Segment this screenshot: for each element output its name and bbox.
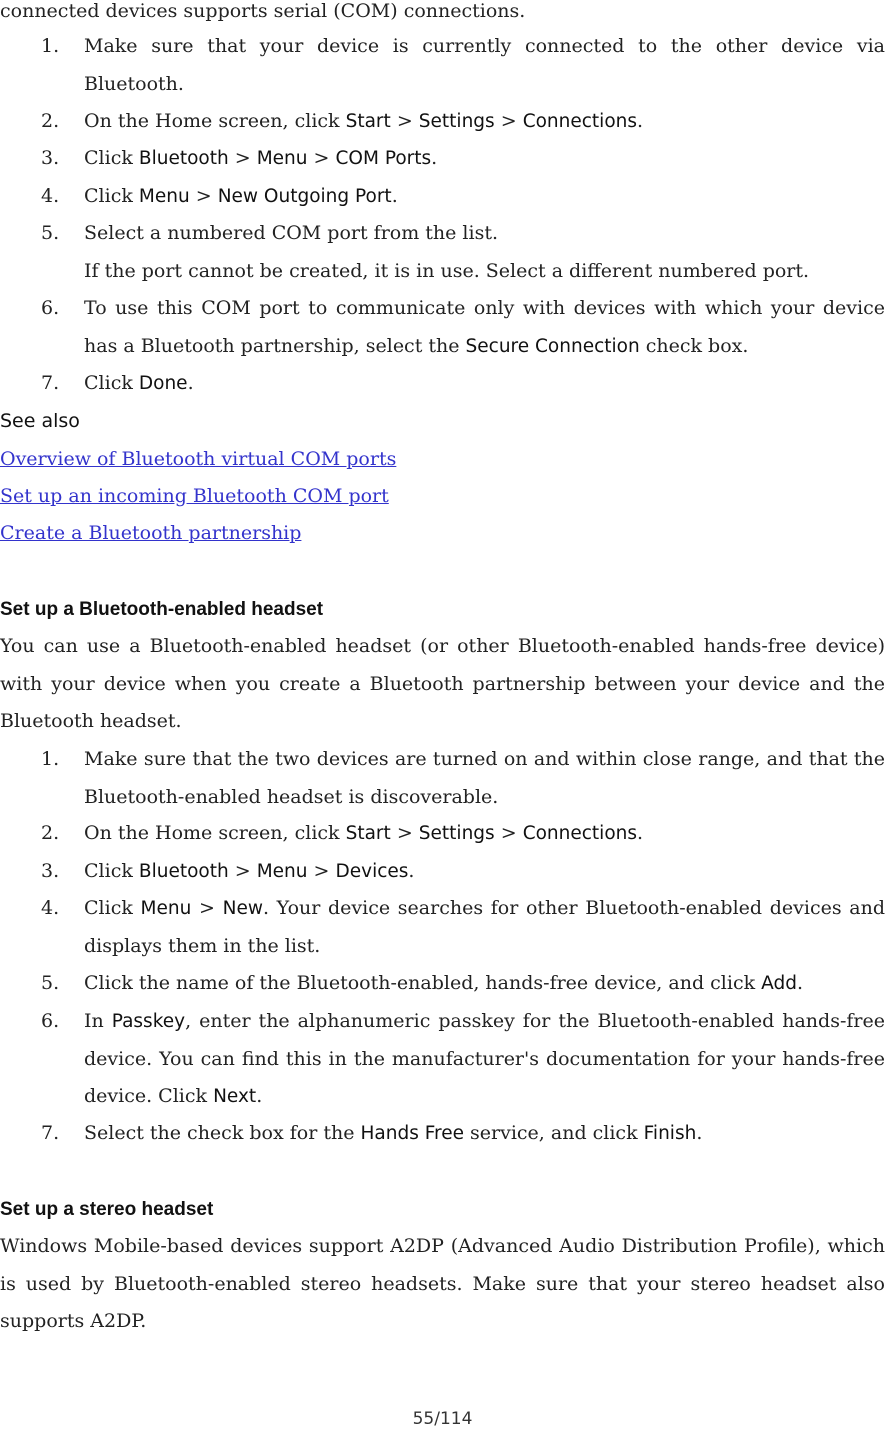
list-text: Click Bluetooth > Menu > COM Ports. (84, 147, 438, 169)
ui-term: Connections (522, 111, 638, 132)
list-text: Click Menu > New. Your device searches for other Bluetooth-enabled devices and displays them in the list. (84, 897, 885, 957)
list-number: 5. (41, 222, 60, 244)
ui-term: New Outgoing Port (217, 186, 392, 207)
ui-term: Hands Free (360, 1123, 464, 1144)
ui-term: Start (345, 823, 391, 844)
ui-term: Start (345, 111, 391, 132)
ui-term: Bluetooth (138, 861, 229, 882)
ui-term: Connections (522, 823, 638, 844)
list-text: On the Home screen, click Start > Settings > Connections. (84, 110, 644, 132)
list-number: 6. (41, 297, 60, 319)
list-number: 3. (41, 147, 60, 169)
list-text: Click Menu > New Outgoing Port. (84, 185, 398, 207)
list-number: 3. (41, 860, 60, 882)
list-text: In Passkey, enter the alphanumeric passkey for the Bluetooth-enabled hands-free device. You can find this in the manufacturer's documentation for your hands-free device. Click Next. (84, 1010, 885, 1107)
list-number: 4. (41, 897, 60, 919)
link-overview-com-ports[interactable]: Overview of Bluetooth virtual COM ports (0, 448, 397, 470)
ui-term: Devices (335, 861, 409, 882)
ui-term: Menu (140, 898, 192, 919)
see-also-label: See also (0, 410, 80, 432)
list-text: Click the name of the Bluetooth-enabled, hands-free device, and click Add. (84, 972, 804, 994)
list-text: Make sure that the two devices are turned on and within close range, and that the Bluetooth-enabled headset is discoverable. (84, 748, 885, 808)
list-text: Select a numbered COM port from the list. If the port cannot be created, it is in use. Select a different numbered port. (84, 215, 885, 290)
ui-term: New (222, 898, 263, 919)
list-text: Click Bluetooth > Menu > Devices. (84, 860, 415, 882)
ui-term: Bluetooth (138, 148, 229, 169)
intro-line: connected devices supports serial (COM) connections. (0, 0, 526, 22)
ui-term: Settings (418, 111, 495, 132)
list-number: 1. (41, 35, 60, 57)
ui-term: Menu (256, 148, 308, 169)
ui-term: Menu (256, 861, 308, 882)
list-text: Make sure that your device is currently connected to the other device via Bluetooth. (84, 35, 885, 95)
ui-term: Settings (418, 823, 495, 844)
page-number: 55/114 (412, 1409, 473, 1429)
list-text: To use this COM port to communicate only with devices with which your device has a Bluetooth partnership, select the Secure Connection check box. (84, 297, 885, 357)
list-number: 6. (41, 1010, 60, 1032)
list-text: Select the check box for the Hands Free service, and click Finish. (84, 1122, 703, 1144)
list-text: On the Home screen, click Start > Settings > Connections. (84, 822, 644, 844)
list-number: 7. (41, 372, 60, 394)
list-subtext: If the port cannot be created, it is in use. Select a different numbered port. (84, 259, 810, 282)
list-number: 1. (41, 748, 60, 770)
ui-term: Passkey (111, 1011, 186, 1032)
list-number: 5. (41, 972, 60, 994)
link-create-partnership[interactable]: Create a Bluetooth partnership (0, 522, 302, 544)
list-number: 7. (41, 1122, 60, 1144)
list-number: 2. (41, 110, 60, 132)
ui-term: Next (213, 1086, 257, 1107)
section-heading-stereo: Set up a stereo headset (0, 1199, 214, 1220)
ui-term: Add (761, 973, 797, 994)
list-number: 4. (41, 185, 60, 207)
ui-term: Menu (138, 186, 190, 207)
list-text: Click Done. (84, 372, 194, 394)
list-number: 2. (41, 822, 60, 844)
ui-term: Finish (643, 1123, 697, 1144)
ui-term: Secure Connection (465, 335, 640, 357)
section-intro: Windows Mobile-based devices support A2DP (Advanced Audio Distribution Profile), which is used by Bluetooth-enabled stereo headsets. Make sure that your stereo headset also supports A2DP. (0, 1235, 885, 1332)
ui-term: Done (138, 373, 188, 394)
link-incoming-com-port[interactable]: Set up an incoming Bluetooth COM port (0, 485, 389, 507)
ui-term: COM Ports (335, 148, 432, 169)
section-heading-headset: Set up a Bluetooth-enabled headset (0, 599, 324, 620)
section-intro: You can use a Bluetooth-enabled headset (or other Bluetooth-enabled hands-free device) with your device when you create a Bluetooth partnership between your device and the Bluetooth headset. (0, 635, 885, 732)
